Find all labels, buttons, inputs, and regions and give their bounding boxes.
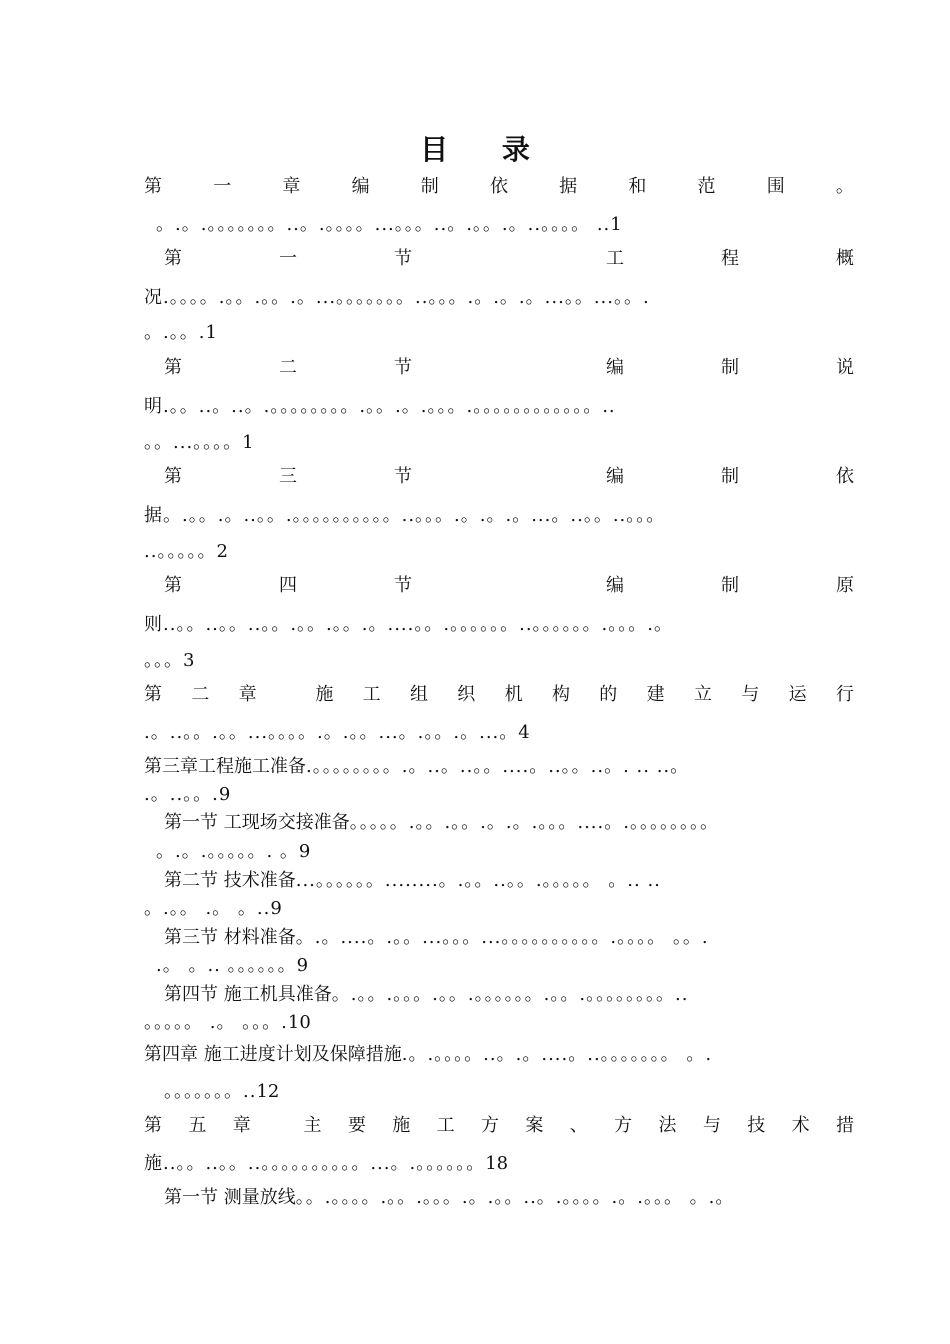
page-number: 1 (242, 432, 254, 453)
toc-entry-section-5-1[interactable]: 第一节 测量放线。。.。。。。.。。.。。。.。.。。..。.。。。。.。.。。。 。.。 (164, 1187, 735, 1208)
toc-leader-line: 。.。.。。。。。. 。9 (156, 841, 311, 862)
toc-entry-chapter-3[interactable]: 第三章工程施工准备.。。。。。。。。.。..。..。。....。..。。..。. .. ..。 (144, 756, 690, 777)
toc-leader-line: 。。。3 (144, 650, 195, 671)
page-number: 9 (296, 955, 309, 976)
toc-entry-chapter-1[interactable]: 第 一 章 编 制 依 据 和 范 围 。 (144, 176, 854, 197)
toc-leader-line (144, 210, 854, 240)
page-number: 9 (218, 784, 231, 805)
toc-leader-line: .。..。。.9 (144, 784, 231, 805)
toc-leader-line: 施..。。..。。..。。。。。。。。。。...。.。。。。。。18 (144, 1153, 509, 1174)
page-number: 9 (298, 841, 311, 862)
toc-leader-line: 明.。。..。..。.。。。。。。。。.。。.。.。。。.。。。。。。。。。。。。.. (144, 396, 616, 417)
toc-leader-line: 。。。。。 .。 。。。.10 (144, 1012, 311, 1033)
toc-entry-section-3-2[interactable]: 第二节 技术准备...。。。。。。........。.。。..。。.。。。。。 。.. .. (164, 870, 661, 891)
toc-entry-section-1-2[interactable]: 第 二 节 编 制 说 (164, 357, 854, 378)
toc-entry-section-1-3[interactable]: 第 三 节 编 制 依 (164, 466, 854, 487)
toc-entry-section-3-4[interactable]: 第四节 施工机具准备。.。。.。。。.。。.。。。。。。.。。.。。。。。。。。.. (164, 984, 689, 1005)
toc-entry-section-1-4[interactable]: 第 四 节 编 制 原 (164, 575, 854, 596)
toc-leader-line: 况.。。。。.。。.。。.。...。。。。。。。..。。。.。.。.。...。。...。。. (144, 287, 650, 308)
page-title: 目 录 (420, 133, 552, 166)
page-number: 12 (256, 1081, 280, 1102)
toc-leader-line: 。.。。.1 (144, 322, 217, 343)
page-number: 9 (270, 898, 282, 919)
toc-leader-line: 则..。。..。。..。。.。。.。。.。....。。.。。。。。。..。。。。。。.。。。.。 (144, 614, 673, 635)
toc-leader-line: .。..。。.。。...。。。。.。.。。...。.。。.。...。4 (144, 722, 530, 743)
toc-entry-section-1-1[interactable]: 第 一 节 工 程 概 (164, 248, 854, 269)
toc-entry-chapter-4[interactable]: 第四章 施工进度计划及保障措施.。.。。。。..。.。....。..。。。。。。。 。. (144, 1044, 713, 1065)
toc-leader-line: 据。.。。.。..。。.。。。。。。。。。。..。。。.。.。.。...。..。。..。。。 (144, 505, 666, 526)
toc-leader-line: 。.。。 .。 。..9 (144, 898, 282, 919)
page-number: 3 (183, 650, 195, 671)
page-number: 4 (518, 722, 530, 743)
toc-entry-chapter-5[interactable]: 第 五 章 主 要 施 工 方 案 、 方 法 与 技 术 措 (144, 1115, 854, 1136)
page-number: 10 (287, 1012, 311, 1033)
toc-entry-section-3-3[interactable]: 第三节 材料准备。.。....。.。。...。。。...。。。。。。。。。。.。。。。 。。. (164, 927, 709, 948)
page-number: 18 (485, 1153, 509, 1174)
toc-leader-line: .。 。.. 。。。。。。9 (156, 955, 309, 976)
page-number: 1 (610, 214, 622, 235)
toc-leader-line: ..。。。。。2 (144, 541, 228, 562)
toc-leader-line: 。。。。。。。..12 (164, 1081, 280, 1102)
leader-dots: 。.。.。。。。。。。..。.。。。。...。。。..。.。。.。..。。。。 .. (156, 214, 611, 235)
toc-leader-line: 。。...。。。。1 (144, 432, 254, 453)
page-number: 1 (205, 322, 217, 343)
toc-entry-chapter-2[interactable]: 第 二 章 施 工 组 织 机 构 的 建 立 与 运 行 (144, 684, 854, 705)
page-number: 2 (216, 541, 228, 562)
toc-entry-section-3-1[interactable]: 第一节 工现场交接准备。。。。。.。。.。。.。.。.。。。....。.。。。。。。。。 (164, 812, 719, 833)
